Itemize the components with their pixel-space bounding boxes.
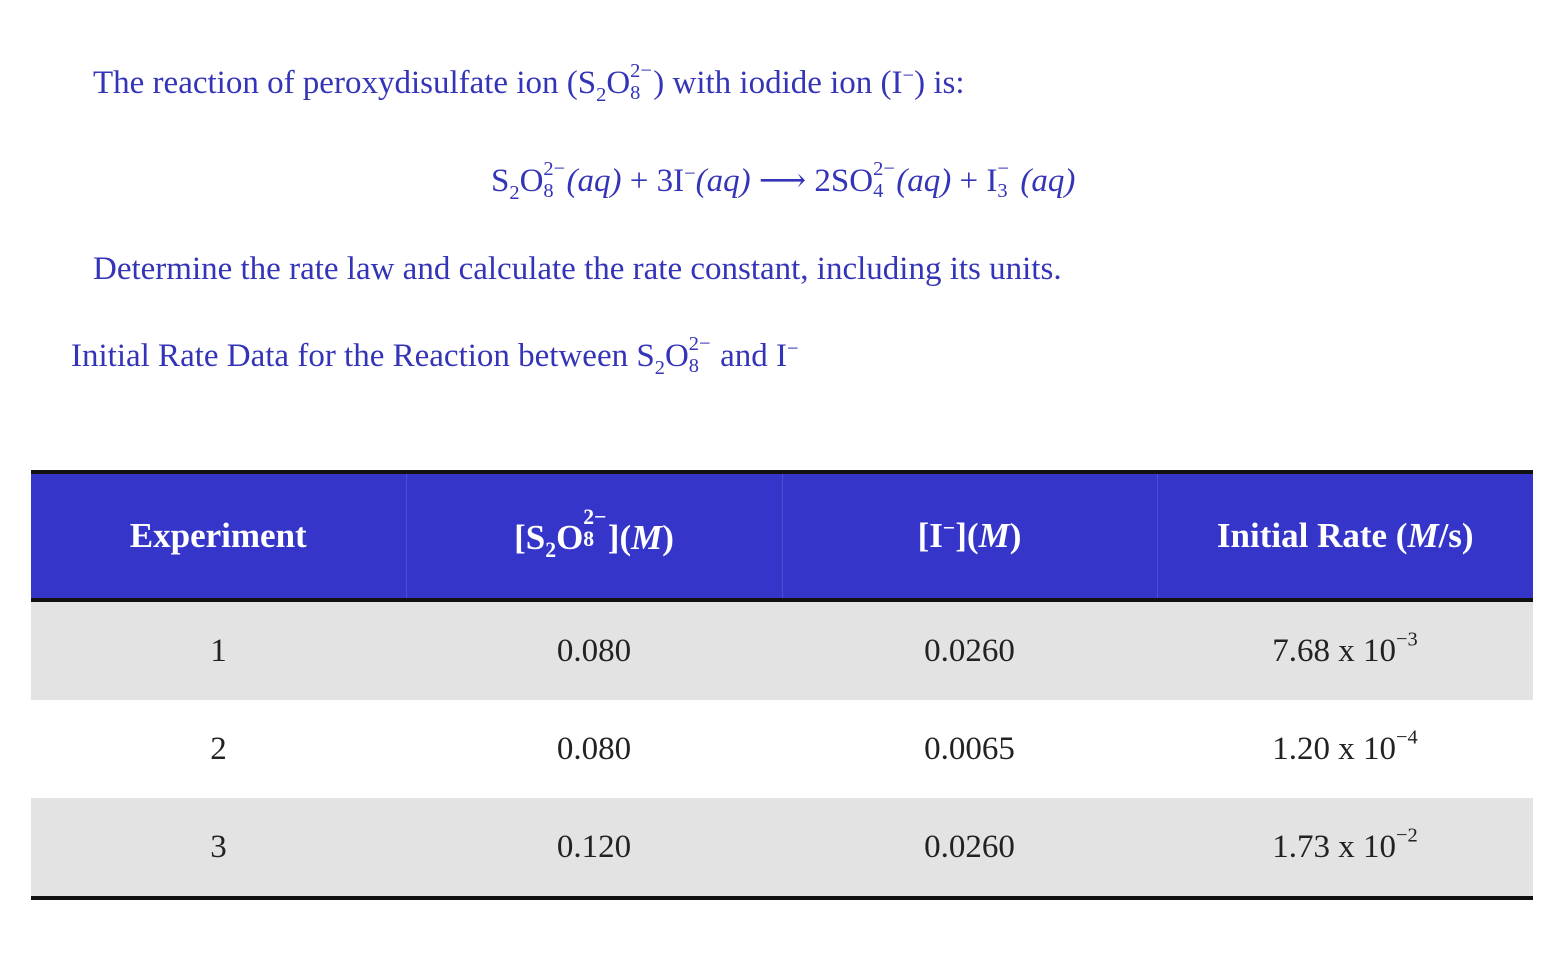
table-caption <box>71 333 799 379</box>
header-s2o8-close: ]( <box>607 518 632 557</box>
table-body <box>31 600 1533 898</box>
initial-rate-table <box>31 470 1533 900</box>
eq-triiodide-sub-sup <box>997 158 1020 202</box>
header-s2o8-subscript: 2 <box>545 538 557 563</box>
caption-text-start: Initial Rate Data for the Reaction between S <box>71 338 655 374</box>
caption-and-iodide: and I <box>711 338 788 374</box>
intro-s-subscript: 2 <box>596 83 607 106</box>
header-iodide-concentration <box>782 472 1157 600</box>
intro-oxygen: O <box>606 65 631 101</box>
header-s2o8-oxygen: O <box>556 518 584 557</box>
rate-mantissa: 1.20 x 10 <box>1272 730 1396 767</box>
eq-sulfate-sub-sup-subscript: 4 <box>873 179 884 202</box>
rate-exponent: −2 <box>1396 824 1418 847</box>
table-header-row <box>31 472 1533 600</box>
header-experiment: Experiment <box>129 516 307 555</box>
eq-peroxydisulfate-sub-sup-charge: 2− <box>543 158 566 181</box>
question-intro <box>93 60 965 106</box>
cell-s2o8-concentration: 0.080 <box>556 632 632 669</box>
eq-state-1: (aq) <box>566 163 622 199</box>
header-s2o8-sub-sup-subscript: 8 <box>583 527 595 552</box>
caption-o-sub-sup <box>688 333 712 377</box>
caption-o-sub-sup-subscript: 8 <box>688 354 699 377</box>
header-iodide-unit: M <box>978 516 1010 555</box>
header-iodide-charge: − <box>942 516 956 541</box>
eq-plus-triiodide: + I <box>951 163 998 199</box>
table-row <box>31 600 1533 700</box>
eq-state-3: (aq) <box>896 163 952 199</box>
rate-mantissa: 7.68 x 10 <box>1272 632 1396 669</box>
eq-s-subscript: 2 <box>509 181 520 204</box>
header-s2o8-sub-sup <box>583 504 608 552</box>
table-row <box>31 798 1533 898</box>
eq-state-2: (aq) <box>695 163 751 199</box>
header-s2o8-end: ) <box>662 518 674 557</box>
eq-sulfate-sub-sup <box>873 158 896 202</box>
header-s2o8-open: [S <box>514 518 546 557</box>
header-rate-end: /s) <box>1438 516 1474 555</box>
intro-text-end: ) is: <box>914 65 965 101</box>
eq-state-4: (aq) <box>1020 163 1076 199</box>
header-s2o8-unit: M <box>631 518 663 557</box>
table-row <box>31 700 1533 798</box>
cell-iodide-concentration: 0.0065 <box>924 730 1015 767</box>
reaction-equation <box>491 158 1076 204</box>
header-rate-label: Initial Rate ( <box>1216 516 1408 555</box>
eq-oxygen: O <box>519 163 544 199</box>
caption-s-subscript: 2 <box>654 356 665 379</box>
cell-initial-rate <box>1157 798 1533 898</box>
eq-triiodide-sub-sup-charge: − <box>997 158 1009 181</box>
header-iodide-end: ) <box>1009 516 1022 555</box>
cell-experiment: 2 <box>210 730 227 767</box>
eq-sulfate-sub-sup-charge: 2− <box>873 158 895 181</box>
cell-s2o8-concentration: 0.120 <box>556 828 632 865</box>
caption-oxygen: O <box>664 338 689 374</box>
intro-o-sub-sup-subscript: 8 <box>630 81 641 104</box>
intro-iodide-charge: − <box>902 64 915 87</box>
eq-arrow-sulfate: ⟶ 2SO <box>750 163 874 199</box>
cell-iodide-concentration: 0.0260 <box>924 828 1015 865</box>
intro-text-middle: ) with iodide ion (I <box>653 65 903 101</box>
cell-iodide-concentration: 0.0260 <box>924 632 1015 669</box>
intro-o-sub-sup <box>630 60 653 104</box>
eq-peroxydisulfate-sub-sup <box>543 158 566 202</box>
caption-iodide-charge: − <box>787 337 799 360</box>
eq-plus-iodide: + 3I <box>621 163 685 199</box>
intro-o-sub-sup-charge: 2− <box>630 60 652 83</box>
header-s2o8-sub-sup-charge: 2− <box>583 504 607 529</box>
cell-initial-rate <box>1157 600 1533 700</box>
eq-sulfur: S <box>491 163 510 199</box>
cell-experiment: 1 <box>210 632 227 669</box>
rate-exponent: −4 <box>1396 726 1418 749</box>
question-task: Determine the rate law and calculate the rate constant, including its units. <box>93 251 1062 287</box>
eq-peroxydisulfate-sub-sup-subscript: 8 <box>543 179 554 202</box>
cell-s2o8-concentration: 0.080 <box>556 730 632 767</box>
eq-iodide-charge: − <box>684 162 696 185</box>
rate-mantissa: 1.73 x 10 <box>1272 828 1396 865</box>
header-iodide-open: [I <box>917 516 943 555</box>
intro-text-start: The reaction of peroxydisulfate ion (S <box>93 65 597 101</box>
header-rate-unit: M <box>1407 516 1439 555</box>
header-initial-rate <box>1157 472 1533 600</box>
header-s2o8-concentration <box>406 472 782 600</box>
rate-exponent: −3 <box>1396 628 1418 651</box>
caption-o-sub-sup-charge: 2− <box>688 333 711 356</box>
eq-triiodide-sub-sup-subscript: 3 <box>997 179 1008 202</box>
header-iodide-close: ]( <box>955 516 979 555</box>
cell-experiment: 3 <box>210 828 227 865</box>
cell-initial-rate <box>1157 700 1533 798</box>
